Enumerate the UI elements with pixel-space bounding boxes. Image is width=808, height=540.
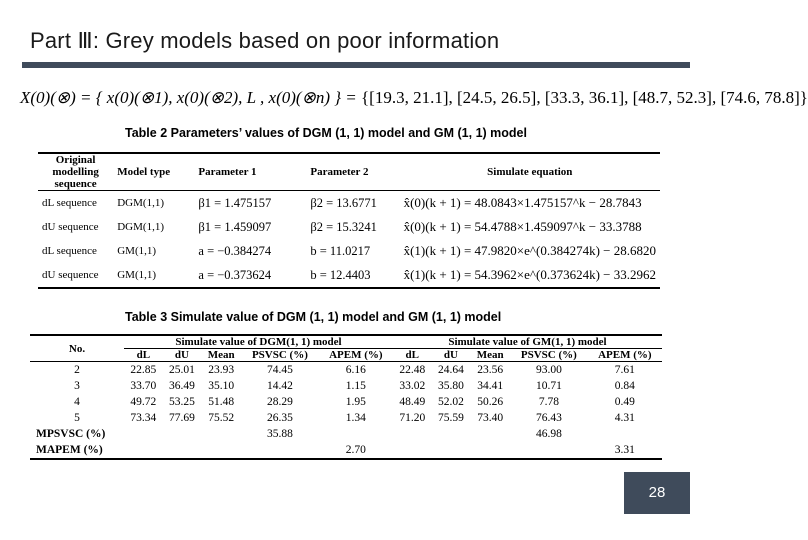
- mpsvsc-label: MPSVSC (%): [36, 428, 106, 440]
- title-rule: [22, 62, 690, 68]
- cell: 23.56: [477, 364, 504, 376]
- cell: 22.85: [130, 364, 157, 376]
- cell-model: DGM(1,1): [117, 221, 164, 233]
- cell-sequence: dL sequence: [42, 245, 97, 257]
- col-header-sequence: Original modelling sequence: [38, 153, 113, 191]
- mpsvsc-gm-value: 46.98: [535, 428, 562, 440]
- cell: 35.80: [437, 380, 464, 392]
- formula-rhs: {[19.3, 21.1], [24.5, 26.5], [33.3, 36.1], [48.7, 52.3], [74.6, 78.8]}: [361, 88, 808, 107]
- sub-header: APEM (%): [588, 349, 662, 362]
- cell: 75.52: [208, 412, 235, 424]
- sub-header: Mean: [201, 349, 241, 362]
- cell: 33.70: [130, 380, 157, 392]
- cell: 76.43: [535, 412, 562, 424]
- cell-equation: x̂(1)(k + 1) = 54.3962×e^(0.373624k) − 33.2962: [400, 263, 660, 288]
- sub-header: PSVSC (%): [241, 349, 318, 362]
- cell: 23.93: [208, 364, 235, 376]
- cell: 34.41: [477, 380, 504, 392]
- cell-model: GM(1,1): [117, 245, 157, 257]
- cell: 53.25: [169, 396, 195, 408]
- cell: 50.26: [477, 396, 504, 408]
- table-row: [30, 410, 662, 426]
- parameters-table: [38, 152, 660, 289]
- sub-header: dL: [393, 349, 432, 362]
- table-row: [38, 215, 660, 239]
- cell: 7.78: [538, 396, 559, 408]
- cell-equation: x̂(1)(k + 1) = 47.9820×e^(0.384274k) − 28.6820: [403, 243, 656, 258]
- interval-sequence-formula: [20, 88, 808, 108]
- cell-sequence: dL sequence: [42, 197, 97, 209]
- col-header-no: No.: [30, 335, 124, 362]
- cell: 1.34: [345, 412, 366, 424]
- mapem-row: [30, 442, 662, 459]
- col-header-parameter1: Parameter 1: [194, 153, 306, 191]
- cell: 3: [74, 380, 80, 392]
- cell: 2: [74, 364, 80, 376]
- sub-header: dL: [124, 349, 163, 362]
- table-row: [30, 378, 662, 394]
- col-header-model-type: Model type: [113, 153, 194, 191]
- sub-header: dU: [163, 349, 202, 362]
- mapem-dgm-value: 2.70: [319, 442, 393, 459]
- group-header-dgm: Simulate value of DGM(1, 1) model: [124, 335, 393, 349]
- cell: 73.34: [130, 412, 157, 424]
- slide-title: Part Ⅲ: Grey models based on poor information: [30, 28, 500, 53]
- cell: 14.42: [266, 380, 293, 392]
- cell: 0.49: [614, 396, 635, 408]
- cell: 22.48: [399, 364, 426, 376]
- cell-parameter2: β2 = 15.3241: [310, 219, 377, 234]
- cell: 1.15: [345, 380, 366, 392]
- cell: 28.29: [266, 396, 293, 408]
- cell: 7.61: [614, 364, 635, 376]
- mapem-label: MAPEM (%): [30, 442, 124, 459]
- sub-header: APEM (%): [319, 349, 393, 362]
- table3-caption: Table 3 Simulate value of DGM (1, 1) model and GM (1, 1) model: [125, 310, 502, 324]
- cell: 26.35: [266, 412, 293, 424]
- cell: 73.40: [477, 412, 504, 424]
- cell-model: DGM(1,1): [117, 197, 164, 209]
- cell: 5: [74, 412, 80, 424]
- cell-equation: x̂(0)(k + 1) = 54.4788×1.459097^k − 33.3788: [403, 219, 642, 234]
- cell-parameter2: b = 11.0217: [310, 243, 371, 258]
- cell: 77.69: [169, 412, 195, 424]
- cell: 75.59: [437, 412, 464, 424]
- cell: 10.71: [535, 380, 562, 392]
- sub-header: Mean: [470, 349, 510, 362]
- cell-model: GM(1,1): [113, 263, 194, 288]
- table-row: [38, 191, 660, 216]
- cell: 33.02: [399, 380, 426, 392]
- simulate-values-table: [30, 334, 662, 460]
- sub-header: dU: [432, 349, 471, 362]
- cell-parameter1: β1 = 1.475157: [198, 195, 272, 210]
- col-header-simulate-equation: Simulate equation: [400, 153, 660, 191]
- cell: 52.02: [437, 396, 464, 408]
- cell: 74.45: [266, 364, 293, 376]
- table2-caption: Table 2 Parameters’ values of DGM (1, 1) model and GM (1, 1) model: [125, 126, 527, 140]
- cell: 1.95: [345, 396, 366, 408]
- cell: 51.48: [208, 396, 235, 408]
- col-header-parameter2: Parameter 2: [306, 153, 399, 191]
- cell: 25.01: [169, 364, 195, 376]
- cell: 93.00: [535, 364, 562, 376]
- cell-parameter2: b = 12.4403: [306, 263, 399, 288]
- cell: 0.84: [614, 380, 635, 392]
- table-row: [30, 362, 662, 379]
- table-row: [38, 239, 660, 263]
- cell: 49.72: [130, 396, 157, 408]
- cell-parameter1: β1 = 1.459097: [198, 219, 272, 234]
- cell: 36.49: [169, 380, 195, 392]
- cell-equation: x̂(0)(k + 1) = 48.0843×1.475157^k − 28.7843: [403, 195, 642, 210]
- cell: 6.16: [345, 364, 366, 376]
- mpsvsc-dgm-value: 35.88: [266, 428, 293, 440]
- group-header-gm: Simulate value of GM(1, 1) model: [393, 335, 662, 349]
- cell: 4.31: [614, 412, 635, 424]
- cell-sequence: dU sequence: [38, 263, 113, 288]
- mapem-gm-value: 3.31: [588, 442, 662, 459]
- cell: 35.10: [208, 380, 235, 392]
- cell-parameter1: a = −0.373624: [194, 263, 306, 288]
- cell-sequence: dU sequence: [42, 221, 99, 233]
- cell: 24.64: [437, 364, 464, 376]
- table-row: [38, 263, 660, 288]
- cell-parameter1: a = −0.384274: [198, 243, 272, 258]
- cell: 71.20: [399, 412, 426, 424]
- mpsvsc-row: [30, 426, 662, 442]
- cell: 4: [74, 396, 80, 408]
- cell-parameter2: β2 = 13.6771: [310, 195, 377, 210]
- table-row: [30, 394, 662, 410]
- sub-header: PSVSC (%): [510, 349, 587, 362]
- cell: 48.49: [399, 396, 426, 408]
- formula-lhs: X(0)(⊗) = { x(0)(⊗1), x(0)(⊗2), L , x(0)(⊗n) } =: [20, 88, 357, 107]
- page-number: 28: [624, 472, 690, 514]
